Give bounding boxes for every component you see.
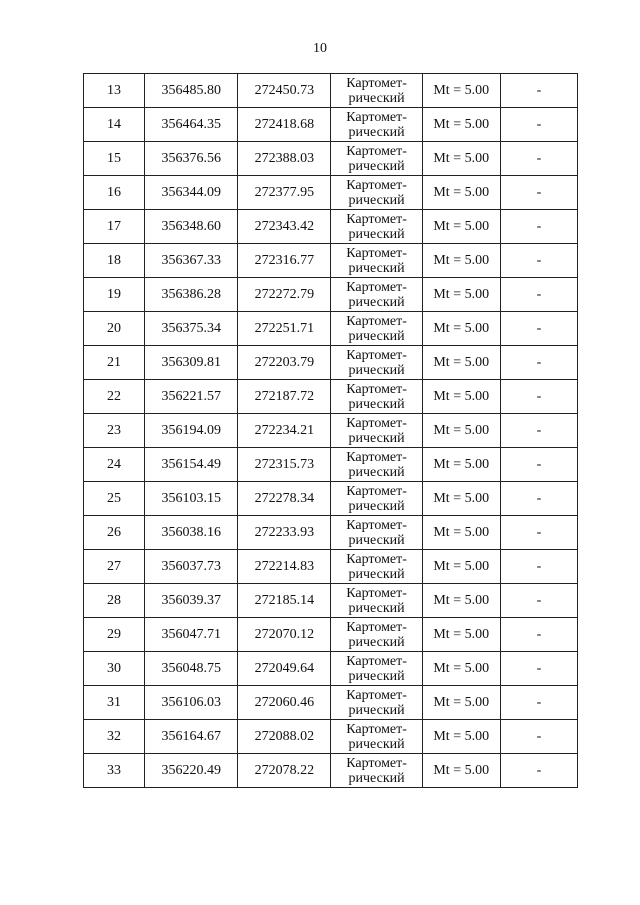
y-coordinate-cell: 272088.02 [238,720,331,754]
method-line-2: рический [348,498,405,514]
method-line-2: рический [348,634,405,650]
accuracy-cell: Mt = 5.00 [422,74,500,108]
x-coordinate-cell: 356485.80 [145,74,238,108]
method-line-1: Картомет- [346,313,407,329]
accuracy-cell: Mt = 5.00 [422,244,500,278]
method-line-1: Картомет- [346,347,407,363]
point-number-cell: 26 [84,516,145,550]
method-line-2: рический [348,600,405,616]
accuracy-cell: Mt = 5.00 [422,482,500,516]
method-cell [331,550,422,584]
x-coordinate-cell: 356221.57 [145,380,238,414]
note-cell: - [500,210,577,244]
method-cell [331,210,422,244]
y-coordinate-cell: 272316.77 [238,244,331,278]
point-number-cell: 29 [84,618,145,652]
x-coordinate-cell: 356367.33 [145,244,238,278]
table-row [84,312,578,346]
note-cell: - [500,108,577,142]
accuracy-cell: Mt = 5.00 [422,754,500,788]
method-cell [331,754,422,788]
table-row [84,584,578,618]
table-row [84,346,578,380]
point-number-cell: 27 [84,550,145,584]
method-line-1: Картомет- [346,585,407,601]
method-line-2: рический [348,260,405,276]
method-line-1: Картомет- [346,483,407,499]
accuracy-cell: Mt = 5.00 [422,448,500,482]
note-cell: - [500,142,577,176]
method-line-1: Картомет- [346,653,407,669]
method-cell [331,414,422,448]
method-line-2: рический [348,702,405,718]
point-number-cell: 14 [84,108,145,142]
method-line-2: рический [348,90,405,106]
note-cell: - [500,74,577,108]
y-coordinate-cell: 272214.83 [238,550,331,584]
method-line-1: Картомет- [346,279,407,295]
table-row [84,550,578,584]
page-number: 10 [313,41,327,56]
method-cell [331,448,422,482]
method-cell [331,482,422,516]
method-cell [331,686,422,720]
method-line-2: рический [348,566,405,582]
table-row [84,414,578,448]
point-number-cell: 19 [84,278,145,312]
method-line-2: рический [348,192,405,208]
point-number-cell: 23 [84,414,145,448]
accuracy-cell: Mt = 5.00 [422,414,500,448]
method-line-1: Картомет- [346,211,407,227]
x-coordinate-cell: 356464.35 [145,108,238,142]
table-row [84,448,578,482]
table-row [84,482,578,516]
accuracy-cell: Mt = 5.00 [422,550,500,584]
method-cell [331,380,422,414]
x-coordinate-cell: 356348.60 [145,210,238,244]
x-coordinate-cell: 356164.67 [145,720,238,754]
x-coordinate-cell: 356376.56 [145,142,238,176]
method-line-1: Картомет- [346,245,407,261]
method-line-2: рический [348,362,405,378]
method-line-2: рический [348,294,405,310]
point-number-cell: 25 [84,482,145,516]
y-coordinate-cell: 272388.03 [238,142,331,176]
point-number-cell: 33 [84,754,145,788]
point-number-cell: 15 [84,142,145,176]
x-coordinate-cell: 356039.37 [145,584,238,618]
y-coordinate-cell: 272272.79 [238,278,331,312]
point-number-cell: 16 [84,176,145,210]
method-cell [331,108,422,142]
method-line-2: рический [348,158,405,174]
x-coordinate-cell: 356047.71 [145,618,238,652]
x-coordinate-cell: 356220.49 [145,754,238,788]
accuracy-cell: Mt = 5.00 [422,346,500,380]
point-number-cell: 21 [84,346,145,380]
y-coordinate-cell: 272078.22 [238,754,331,788]
x-coordinate-cell: 356103.15 [145,482,238,516]
note-cell: - [500,176,577,210]
accuracy-cell: Mt = 5.00 [422,720,500,754]
method-cell [331,244,422,278]
method-line-1: Картомет- [346,75,407,91]
accuracy-cell: Mt = 5.00 [422,686,500,720]
y-coordinate-cell: 272343.42 [238,210,331,244]
point-number-cell: 28 [84,584,145,618]
x-coordinate-cell: 356038.16 [145,516,238,550]
note-cell: - [500,686,577,720]
x-coordinate-cell: 356106.03 [145,686,238,720]
accuracy-cell: Mt = 5.00 [422,380,500,414]
method-line-1: Картомет- [346,517,407,533]
method-line-2: рический [348,226,405,242]
x-coordinate-cell: 356154.49 [145,448,238,482]
note-cell: - [500,516,577,550]
point-number-cell: 18 [84,244,145,278]
accuracy-cell: Mt = 5.00 [422,652,500,686]
note-cell: - [500,278,577,312]
method-line-1: Картомет- [346,755,407,771]
x-coordinate-cell: 356048.75 [145,652,238,686]
y-coordinate-cell: 272233.93 [238,516,331,550]
method-cell [331,176,422,210]
method-line-1: Картомет- [346,381,407,397]
point-number-cell: 31 [84,686,145,720]
note-cell: - [500,550,577,584]
point-number-cell: 22 [84,380,145,414]
y-coordinate-cell: 272049.64 [238,652,331,686]
method-line-2: рический [348,124,405,140]
y-coordinate-cell: 272278.34 [238,482,331,516]
y-coordinate-cell: 272070.12 [238,618,331,652]
note-cell: - [500,482,577,516]
point-number-cell: 17 [84,210,145,244]
method-line-1: Картомет- [346,109,407,125]
method-line-1: Картомет- [346,177,407,193]
x-coordinate-cell: 356309.81 [145,346,238,380]
y-coordinate-cell: 272251.71 [238,312,331,346]
table-row [84,686,578,720]
method-line-1: Картомет- [346,415,407,431]
method-line-1: Картомет- [346,619,407,635]
y-coordinate-cell: 272185.14 [238,584,331,618]
point-number-cell: 20 [84,312,145,346]
method-line-2: рический [348,532,405,548]
method-cell [331,652,422,686]
note-cell: - [500,652,577,686]
method-line-1: Картомет- [346,143,407,159]
note-cell: - [500,720,577,754]
accuracy-cell: Mt = 5.00 [422,516,500,550]
point-number-cell: 30 [84,652,145,686]
table-row [84,652,578,686]
table-row [84,244,578,278]
point-number-cell: 13 [84,74,145,108]
method-line-2: рический [348,328,405,344]
table-row [84,278,578,312]
table-body [84,74,578,788]
coordinates-table [83,73,578,788]
y-coordinate-cell: 272060.46 [238,686,331,720]
y-coordinate-cell: 272187.72 [238,380,331,414]
accuracy-cell: Mt = 5.00 [422,176,500,210]
method-line-2: рический [348,668,405,684]
accuracy-cell: Mt = 5.00 [422,312,500,346]
table-row [84,618,578,652]
method-line-1: Картомет- [346,449,407,465]
y-coordinate-cell: 272203.79 [238,346,331,380]
y-coordinate-cell: 272450.73 [238,74,331,108]
y-coordinate-cell: 272377.95 [238,176,331,210]
note-cell: - [500,380,577,414]
accuracy-cell: Mt = 5.00 [422,108,500,142]
note-cell: - [500,312,577,346]
note-cell: - [500,346,577,380]
accuracy-cell: Mt = 5.00 [422,278,500,312]
table-row [84,210,578,244]
method-cell [331,618,422,652]
method-cell [331,312,422,346]
x-coordinate-cell: 356386.28 [145,278,238,312]
x-coordinate-cell: 356375.34 [145,312,238,346]
method-line-2: рический [348,464,405,480]
method-cell [331,346,422,380]
method-line-1: Картомет- [346,551,407,567]
table-row [84,380,578,414]
table-row [84,142,578,176]
method-line-2: рический [348,736,405,752]
method-cell [331,74,422,108]
method-cell [331,584,422,618]
table-row [84,176,578,210]
method-cell [331,516,422,550]
method-cell [331,142,422,176]
note-cell: - [500,754,577,788]
accuracy-cell: Mt = 5.00 [422,584,500,618]
accuracy-cell: Mt = 5.00 [422,210,500,244]
x-coordinate-cell: 356037.73 [145,550,238,584]
note-cell: - [500,448,577,482]
y-coordinate-cell: 272234.21 [238,414,331,448]
note-cell: - [500,584,577,618]
table-row [84,516,578,550]
note-cell: - [500,414,577,448]
method-cell [331,720,422,754]
table-row [84,720,578,754]
table-row [84,108,578,142]
method-line-2: рический [348,770,405,786]
note-cell: - [500,244,577,278]
accuracy-cell: Mt = 5.00 [422,142,500,176]
point-number-cell: 24 [84,448,145,482]
y-coordinate-cell: 272315.73 [238,448,331,482]
x-coordinate-cell: 356194.09 [145,414,238,448]
x-coordinate-cell: 356344.09 [145,176,238,210]
table-row [84,754,578,788]
method-cell [331,278,422,312]
table-row [84,74,578,108]
method-line-1: Картомет- [346,687,407,703]
method-line-1: Картомет- [346,721,407,737]
method-line-2: рический [348,430,405,446]
y-coordinate-cell: 272418.68 [238,108,331,142]
point-number-cell: 32 [84,720,145,754]
accuracy-cell: Mt = 5.00 [422,618,500,652]
method-line-2: рический [348,396,405,412]
note-cell: - [500,618,577,652]
